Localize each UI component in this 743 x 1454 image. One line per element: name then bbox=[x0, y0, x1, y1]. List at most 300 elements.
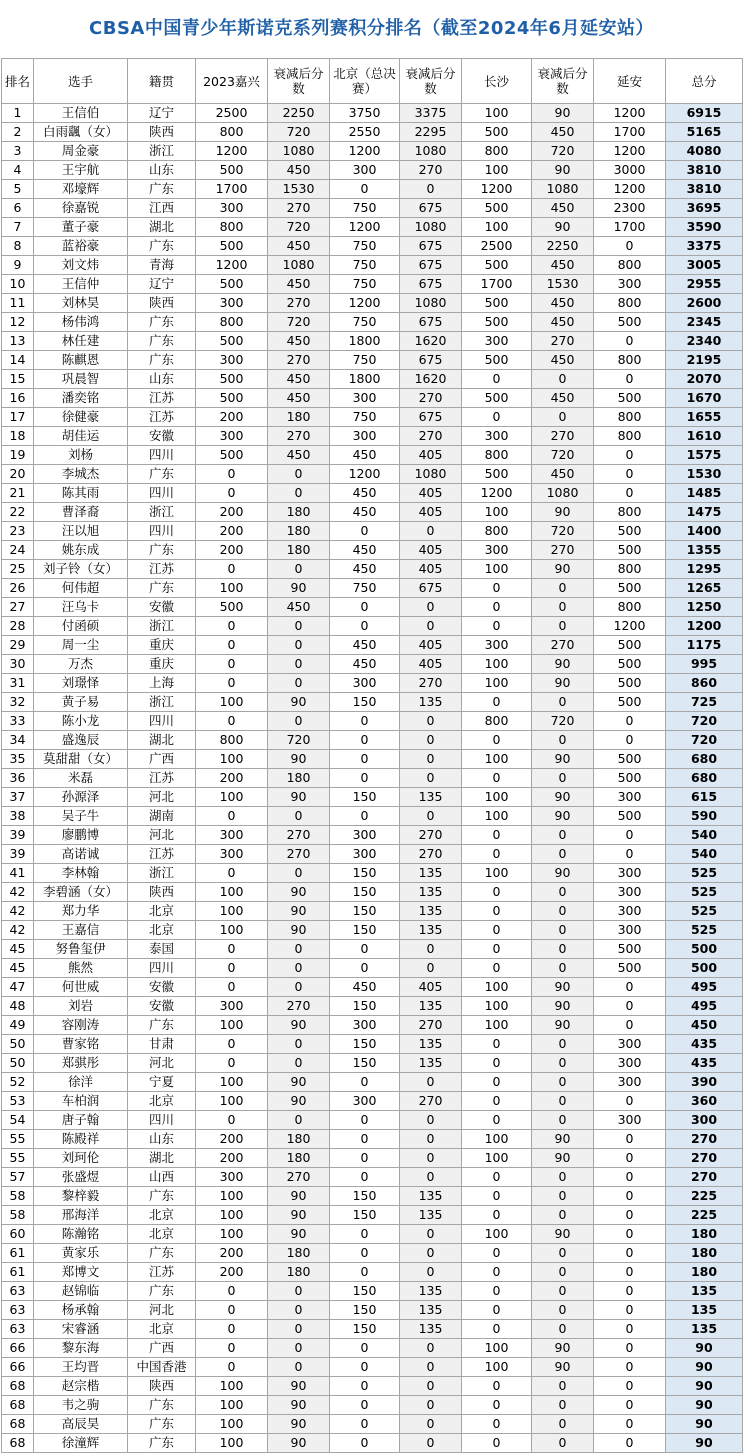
cell-total: 1265 bbox=[666, 579, 743, 598]
cell-changsha: 100 bbox=[462, 997, 532, 1016]
cell-beijing-decayed: 0 bbox=[400, 1111, 462, 1130]
cell-jiaxing-decayed: 270 bbox=[268, 294, 330, 313]
table-row bbox=[2, 465, 743, 484]
cell-player: 陈殿祥 bbox=[34, 1130, 128, 1149]
cell-changsha: 100 bbox=[462, 1225, 532, 1244]
cell-yanan: 500 bbox=[594, 541, 666, 560]
table-row bbox=[2, 351, 743, 370]
cell-total: 725 bbox=[666, 693, 743, 712]
cell-jiaxing-2023: 300 bbox=[196, 997, 268, 1016]
cell-beijing-final: 1800 bbox=[330, 332, 400, 351]
cell-player: 王信仲 bbox=[34, 275, 128, 294]
cell-hometown: 广东 bbox=[128, 465, 196, 484]
cell-player: 高诺诚 bbox=[34, 845, 128, 864]
cell-hometown: 四川 bbox=[128, 712, 196, 731]
cell-player: 刘林昊 bbox=[34, 294, 128, 313]
cell-total: 2195 bbox=[666, 351, 743, 370]
cell-changsha: 100 bbox=[462, 503, 532, 522]
header-jiaxing-2023: 2023嘉兴 bbox=[196, 59, 268, 104]
cell-hometown: 四川 bbox=[128, 1111, 196, 1130]
cell-rank: 4 bbox=[2, 161, 34, 180]
cell-jiaxing-2023: 0 bbox=[196, 1111, 268, 1130]
cell-rank: 10 bbox=[2, 275, 34, 294]
cell-total: 450 bbox=[666, 1016, 743, 1035]
header-total: 总分 bbox=[666, 59, 743, 104]
cell-player: 车柏润 bbox=[34, 1092, 128, 1111]
cell-player: 高辰昊 bbox=[34, 1415, 128, 1434]
cell-changsha: 800 bbox=[462, 446, 532, 465]
cell-jiaxing-2023: 0 bbox=[196, 1339, 268, 1358]
cell-hometown: 江苏 bbox=[128, 560, 196, 579]
cell-rank: 23 bbox=[2, 522, 34, 541]
cell-total: 3810 bbox=[666, 180, 743, 199]
cell-hometown: 广东 bbox=[128, 1396, 196, 1415]
cell-player: 徐健豪 bbox=[34, 408, 128, 427]
cell-player: 杨承翰 bbox=[34, 1301, 128, 1320]
cell-changsha-decayed: 1080 bbox=[532, 180, 594, 199]
cell-changsha-decayed: 90 bbox=[532, 1016, 594, 1035]
cell-total: 540 bbox=[666, 826, 743, 845]
cell-hometown: 四川 bbox=[128, 484, 196, 503]
cell-total: 180 bbox=[666, 1263, 743, 1282]
cell-rank: 68 bbox=[2, 1434, 34, 1453]
cell-jiaxing-2023: 0 bbox=[196, 617, 268, 636]
cell-beijing-decayed: 135 bbox=[400, 902, 462, 921]
cell-player: 胡佳运 bbox=[34, 427, 128, 446]
cell-beijing-decayed: 135 bbox=[400, 921, 462, 940]
cell-jiaxing-decayed: 0 bbox=[268, 978, 330, 997]
cell-player: 陈瀚铭 bbox=[34, 1225, 128, 1244]
table-row bbox=[2, 769, 743, 788]
cell-yanan: 0 bbox=[594, 1092, 666, 1111]
cell-jiaxing-2023: 100 bbox=[196, 1434, 268, 1453]
cell-player: 黄家乐 bbox=[34, 1244, 128, 1263]
cell-beijing-decayed: 135 bbox=[400, 997, 462, 1016]
cell-hometown: 北京 bbox=[128, 921, 196, 940]
cell-rank: 68 bbox=[2, 1377, 34, 1396]
table-row bbox=[2, 883, 743, 902]
cell-beijing-decayed: 135 bbox=[400, 693, 462, 712]
cell-jiaxing-2023: 500 bbox=[196, 370, 268, 389]
cell-total: 500 bbox=[666, 940, 743, 959]
cell-player: 黎梓毅 bbox=[34, 1187, 128, 1206]
cell-rank: 12 bbox=[2, 313, 34, 332]
cell-beijing-final: 0 bbox=[330, 1358, 400, 1377]
table-row bbox=[2, 997, 743, 1016]
cell-changsha: 800 bbox=[462, 522, 532, 541]
cell-rank: 34 bbox=[2, 731, 34, 750]
cell-changsha: 0 bbox=[462, 1415, 532, 1434]
cell-hometown: 广东 bbox=[128, 180, 196, 199]
cell-changsha: 0 bbox=[462, 1206, 532, 1225]
cell-beijing-decayed: 135 bbox=[400, 1187, 462, 1206]
cell-yanan: 300 bbox=[594, 921, 666, 940]
cell-changsha-decayed: 90 bbox=[532, 503, 594, 522]
cell-total: 525 bbox=[666, 921, 743, 940]
cell-beijing-decayed: 0 bbox=[400, 1073, 462, 1092]
cell-changsha: 0 bbox=[462, 1035, 532, 1054]
cell-jiaxing-decayed: 90 bbox=[268, 883, 330, 902]
cell-hometown: 河北 bbox=[128, 788, 196, 807]
cell-rank: 50 bbox=[2, 1054, 34, 1073]
cell-jiaxing-2023: 2500 bbox=[196, 104, 268, 123]
cell-jiaxing-2023: 800 bbox=[196, 731, 268, 750]
cell-jiaxing-decayed: 270 bbox=[268, 1168, 330, 1187]
cell-total: 5165 bbox=[666, 123, 743, 142]
cell-changsha: 0 bbox=[462, 1073, 532, 1092]
cell-hometown: 浙江 bbox=[128, 617, 196, 636]
cell-changsha: 0 bbox=[462, 598, 532, 617]
cell-yanan: 0 bbox=[594, 484, 666, 503]
cell-beijing-decayed: 675 bbox=[400, 579, 462, 598]
cell-changsha-decayed: 90 bbox=[532, 807, 594, 826]
cell-jiaxing-2023: 0 bbox=[196, 674, 268, 693]
table-row bbox=[2, 1111, 743, 1130]
cell-yanan: 0 bbox=[594, 1358, 666, 1377]
table-row bbox=[2, 598, 743, 617]
cell-rank: 24 bbox=[2, 541, 34, 560]
cell-jiaxing-decayed: 90 bbox=[268, 579, 330, 598]
cell-jiaxing-decayed: 0 bbox=[268, 807, 330, 826]
cell-rank: 11 bbox=[2, 294, 34, 313]
cell-jiaxing-2023: 500 bbox=[196, 332, 268, 351]
cell-changsha: 800 bbox=[462, 142, 532, 161]
cell-jiaxing-2023: 100 bbox=[196, 579, 268, 598]
cell-changsha-decayed: 720 bbox=[532, 522, 594, 541]
cell-beijing-decayed: 0 bbox=[400, 522, 462, 541]
header-changsha-decayed: 衰减后分数 bbox=[532, 59, 594, 104]
cell-beijing-decayed: 1080 bbox=[400, 142, 462, 161]
cell-beijing-decayed: 270 bbox=[400, 845, 462, 864]
cell-jiaxing-decayed: 720 bbox=[268, 123, 330, 142]
cell-beijing-final: 0 bbox=[330, 1415, 400, 1434]
cell-beijing-final: 300 bbox=[330, 1092, 400, 1111]
cell-total: 1400 bbox=[666, 522, 743, 541]
cell-beijing-final: 1200 bbox=[330, 465, 400, 484]
cell-changsha: 100 bbox=[462, 1130, 532, 1149]
cell-beijing-final: 450 bbox=[330, 978, 400, 997]
cell-player: 邢海洋 bbox=[34, 1206, 128, 1225]
cell-beijing-final: 150 bbox=[330, 1320, 400, 1339]
cell-changsha-decayed: 0 bbox=[532, 1244, 594, 1263]
cell-changsha-decayed: 0 bbox=[532, 959, 594, 978]
cell-beijing-decayed: 135 bbox=[400, 864, 462, 883]
cell-jiaxing-2023: 500 bbox=[196, 275, 268, 294]
cell-jiaxing-decayed: 0 bbox=[268, 617, 330, 636]
cell-total: 1475 bbox=[666, 503, 743, 522]
cell-changsha-decayed: 0 bbox=[532, 598, 594, 617]
cell-hometown: 广东 bbox=[128, 1016, 196, 1035]
cell-beijing-final: 150 bbox=[330, 883, 400, 902]
cell-hometown: 江苏 bbox=[128, 1263, 196, 1282]
cell-jiaxing-decayed: 450 bbox=[268, 598, 330, 617]
cell-changsha: 0 bbox=[462, 617, 532, 636]
cell-hometown: 山东 bbox=[128, 161, 196, 180]
cell-player: 李碧涵（女） bbox=[34, 883, 128, 902]
cell-jiaxing-decayed: 0 bbox=[268, 655, 330, 674]
cell-jiaxing-2023: 1200 bbox=[196, 142, 268, 161]
cell-hometown: 广东 bbox=[128, 332, 196, 351]
cell-total: 390 bbox=[666, 1073, 743, 1092]
cell-player: 刘杨 bbox=[34, 446, 128, 465]
cell-beijing-final: 450 bbox=[330, 446, 400, 465]
cell-beijing-decayed: 135 bbox=[400, 1035, 462, 1054]
cell-hometown: 重庆 bbox=[128, 636, 196, 655]
cell-hometown: 广东 bbox=[128, 541, 196, 560]
cell-changsha-decayed: 90 bbox=[532, 1225, 594, 1244]
table-row bbox=[2, 237, 743, 256]
cell-total: 1355 bbox=[666, 541, 743, 560]
cell-changsha-decayed: 0 bbox=[532, 1396, 594, 1415]
table-row bbox=[2, 1016, 743, 1035]
cell-changsha: 0 bbox=[462, 1092, 532, 1111]
cell-changsha-decayed: 0 bbox=[532, 617, 594, 636]
cell-yanan: 1200 bbox=[594, 104, 666, 123]
cell-changsha: 500 bbox=[462, 199, 532, 218]
cell-jiaxing-2023: 200 bbox=[196, 522, 268, 541]
cell-player: 林任建 bbox=[34, 332, 128, 351]
cell-total: 2070 bbox=[666, 370, 743, 389]
cell-total: 1250 bbox=[666, 598, 743, 617]
cell-player: 孙源泽 bbox=[34, 788, 128, 807]
cell-jiaxing-decayed: 450 bbox=[268, 237, 330, 256]
cell-hometown: 安徽 bbox=[128, 997, 196, 1016]
cell-jiaxing-decayed: 0 bbox=[268, 940, 330, 959]
cell-hometown: 浙江 bbox=[128, 142, 196, 161]
cell-rank: 37 bbox=[2, 788, 34, 807]
cell-jiaxing-decayed: 450 bbox=[268, 275, 330, 294]
cell-changsha: 100 bbox=[462, 655, 532, 674]
cell-changsha-decayed: 450 bbox=[532, 256, 594, 275]
cell-beijing-decayed: 0 bbox=[400, 1149, 462, 1168]
cell-hometown: 广东 bbox=[128, 351, 196, 370]
cell-beijing-final: 0 bbox=[330, 769, 400, 788]
cell-beijing-decayed: 270 bbox=[400, 1092, 462, 1111]
cell-total: 615 bbox=[666, 788, 743, 807]
cell-hometown: 山西 bbox=[128, 1168, 196, 1187]
cell-player: 刘珂伦 bbox=[34, 1149, 128, 1168]
cell-rank: 58 bbox=[2, 1206, 34, 1225]
cell-jiaxing-2023: 0 bbox=[196, 1358, 268, 1377]
cell-beijing-decayed: 675 bbox=[400, 275, 462, 294]
cell-beijing-final: 150 bbox=[330, 1054, 400, 1073]
cell-total: 1530 bbox=[666, 465, 743, 484]
cell-changsha-decayed: 720 bbox=[532, 446, 594, 465]
cell-beijing-decayed: 405 bbox=[400, 655, 462, 674]
cell-total: 525 bbox=[666, 902, 743, 921]
cell-player: 盛逸辰 bbox=[34, 731, 128, 750]
cell-changsha: 0 bbox=[462, 408, 532, 427]
cell-player: 邓壕辉 bbox=[34, 180, 128, 199]
cell-total: 525 bbox=[666, 883, 743, 902]
cell-total: 860 bbox=[666, 674, 743, 693]
cell-jiaxing-2023: 100 bbox=[196, 902, 268, 921]
cell-changsha: 2500 bbox=[462, 237, 532, 256]
cell-yanan: 0 bbox=[594, 997, 666, 1016]
cell-beijing-decayed: 270 bbox=[400, 161, 462, 180]
cell-total: 995 bbox=[666, 655, 743, 674]
cell-jiaxing-decayed: 0 bbox=[268, 1282, 330, 1301]
cell-changsha: 0 bbox=[462, 1377, 532, 1396]
cell-beijing-decayed: 405 bbox=[400, 541, 462, 560]
cell-yanan: 300 bbox=[594, 1111, 666, 1130]
cell-rank: 63 bbox=[2, 1301, 34, 1320]
table-row bbox=[2, 1225, 743, 1244]
cell-beijing-final: 150 bbox=[330, 1282, 400, 1301]
cell-changsha-decayed: 0 bbox=[532, 1415, 594, 1434]
cell-changsha: 1200 bbox=[462, 180, 532, 199]
cell-beijing-decayed: 1080 bbox=[400, 218, 462, 237]
cell-yanan: 800 bbox=[594, 294, 666, 313]
cell-total: 3005 bbox=[666, 256, 743, 275]
cell-changsha: 500 bbox=[462, 389, 532, 408]
cell-jiaxing-decayed: 180 bbox=[268, 1130, 330, 1149]
cell-jiaxing-2023: 500 bbox=[196, 237, 268, 256]
cell-jiaxing-2023: 0 bbox=[196, 864, 268, 883]
cell-jiaxing-decayed: 0 bbox=[268, 484, 330, 503]
cell-rank: 14 bbox=[2, 351, 34, 370]
cell-changsha-decayed: 450 bbox=[532, 294, 594, 313]
cell-jiaxing-decayed: 90 bbox=[268, 1073, 330, 1092]
cell-jiaxing-2023: 500 bbox=[196, 598, 268, 617]
cell-jiaxing-2023: 0 bbox=[196, 1301, 268, 1320]
cell-beijing-final: 300 bbox=[330, 1016, 400, 1035]
cell-beijing-final: 750 bbox=[330, 579, 400, 598]
cell-hometown: 安徽 bbox=[128, 598, 196, 617]
table-row bbox=[2, 1149, 743, 1168]
cell-jiaxing-2023: 200 bbox=[196, 1263, 268, 1282]
cell-yanan: 0 bbox=[594, 1282, 666, 1301]
cell-total: 680 bbox=[666, 750, 743, 769]
cell-yanan: 300 bbox=[594, 902, 666, 921]
cell-changsha-decayed: 450 bbox=[532, 465, 594, 484]
table-row bbox=[2, 1320, 743, 1339]
cell-changsha-decayed: 0 bbox=[532, 1434, 594, 1453]
cell-changsha-decayed: 2250 bbox=[532, 237, 594, 256]
cell-player: 姚东成 bbox=[34, 541, 128, 560]
cell-total: 135 bbox=[666, 1320, 743, 1339]
table-row bbox=[2, 1301, 743, 1320]
cell-rank: 61 bbox=[2, 1263, 34, 1282]
cell-changsha: 100 bbox=[462, 864, 532, 883]
table-row bbox=[2, 1092, 743, 1111]
cell-total: 270 bbox=[666, 1168, 743, 1187]
cell-hometown: 湖北 bbox=[128, 1149, 196, 1168]
cell-hometown: 广东 bbox=[128, 1187, 196, 1206]
cell-jiaxing-2023: 300 bbox=[196, 427, 268, 446]
cell-hometown: 北京 bbox=[128, 1225, 196, 1244]
cell-yanan: 0 bbox=[594, 1206, 666, 1225]
cell-rank: 5 bbox=[2, 180, 34, 199]
cell-hometown: 湖北 bbox=[128, 218, 196, 237]
cell-yanan: 300 bbox=[594, 275, 666, 294]
cell-yanan: 1700 bbox=[594, 218, 666, 237]
cell-hometown: 江苏 bbox=[128, 845, 196, 864]
cell-changsha-decayed: 0 bbox=[532, 1187, 594, 1206]
cell-changsha: 500 bbox=[462, 256, 532, 275]
cell-jiaxing-2023: 500 bbox=[196, 389, 268, 408]
cell-changsha-decayed: 90 bbox=[532, 1339, 594, 1358]
cell-rank: 15 bbox=[2, 370, 34, 389]
cell-changsha-decayed: 450 bbox=[532, 313, 594, 332]
cell-yanan: 800 bbox=[594, 256, 666, 275]
cell-yanan: 800 bbox=[594, 408, 666, 427]
cell-jiaxing-decayed: 90 bbox=[268, 750, 330, 769]
table-row bbox=[2, 1434, 743, 1453]
cell-player: 陈小龙 bbox=[34, 712, 128, 731]
cell-player: 莫甜甜（女） bbox=[34, 750, 128, 769]
cell-jiaxing-2023: 500 bbox=[196, 161, 268, 180]
cell-changsha: 100 bbox=[462, 978, 532, 997]
cell-changsha: 500 bbox=[462, 313, 532, 332]
cell-changsha: 0 bbox=[462, 826, 532, 845]
cell-yanan: 1700 bbox=[594, 123, 666, 142]
cell-jiaxing-2023: 100 bbox=[196, 750, 268, 769]
cell-yanan: 0 bbox=[594, 1301, 666, 1320]
cell-total: 720 bbox=[666, 712, 743, 731]
cell-beijing-decayed: 1080 bbox=[400, 294, 462, 313]
cell-changsha: 100 bbox=[462, 1339, 532, 1358]
cell-beijing-decayed: 0 bbox=[400, 731, 462, 750]
cell-changsha: 0 bbox=[462, 1244, 532, 1263]
cell-player: 付函硕 bbox=[34, 617, 128, 636]
cell-changsha-decayed: 270 bbox=[532, 636, 594, 655]
cell-total: 680 bbox=[666, 769, 743, 788]
cell-beijing-decayed: 3375 bbox=[400, 104, 462, 123]
cell-changsha-decayed: 0 bbox=[532, 1320, 594, 1339]
cell-rank: 63 bbox=[2, 1320, 34, 1339]
table-row bbox=[2, 1396, 743, 1415]
cell-total: 1670 bbox=[666, 389, 743, 408]
cell-yanan: 500 bbox=[594, 769, 666, 788]
cell-beijing-final: 750 bbox=[330, 351, 400, 370]
cell-rank: 45 bbox=[2, 940, 34, 959]
cell-beijing-final: 0 bbox=[330, 940, 400, 959]
cell-total: 4080 bbox=[666, 142, 743, 161]
table-row bbox=[2, 275, 743, 294]
cell-beijing-final: 150 bbox=[330, 1035, 400, 1054]
cell-beijing-final: 450 bbox=[330, 503, 400, 522]
cell-hometown: 中国香港 bbox=[128, 1358, 196, 1377]
table-row bbox=[2, 921, 743, 940]
cell-beijing-final: 300 bbox=[330, 826, 400, 845]
table-row bbox=[2, 636, 743, 655]
cell-changsha-decayed: 0 bbox=[532, 1092, 594, 1111]
cell-rank: 7 bbox=[2, 218, 34, 237]
table-row bbox=[2, 826, 743, 845]
cell-changsha-decayed: 0 bbox=[532, 408, 594, 427]
cell-beijing-final: 0 bbox=[330, 1225, 400, 1244]
cell-hometown: 浙江 bbox=[128, 693, 196, 712]
cell-total: 495 bbox=[666, 997, 743, 1016]
cell-jiaxing-decayed: 90 bbox=[268, 788, 330, 807]
cell-changsha: 300 bbox=[462, 541, 532, 560]
cell-yanan: 0 bbox=[594, 1225, 666, 1244]
table-row bbox=[2, 1377, 743, 1396]
cell-jiaxing-2023: 100 bbox=[196, 1396, 268, 1415]
table-row bbox=[2, 845, 743, 864]
cell-beijing-decayed: 135 bbox=[400, 883, 462, 902]
cell-player: 郑力华 bbox=[34, 902, 128, 921]
cell-rank: 19 bbox=[2, 446, 34, 465]
cell-jiaxing-decayed: 720 bbox=[268, 313, 330, 332]
cell-changsha-decayed: 90 bbox=[532, 1130, 594, 1149]
cell-player: 黄子易 bbox=[34, 693, 128, 712]
table-row bbox=[2, 1358, 743, 1377]
cell-changsha-decayed: 0 bbox=[532, 1073, 594, 1092]
cell-jiaxing-decayed: 0 bbox=[268, 1054, 330, 1073]
cell-beijing-final: 750 bbox=[330, 408, 400, 427]
